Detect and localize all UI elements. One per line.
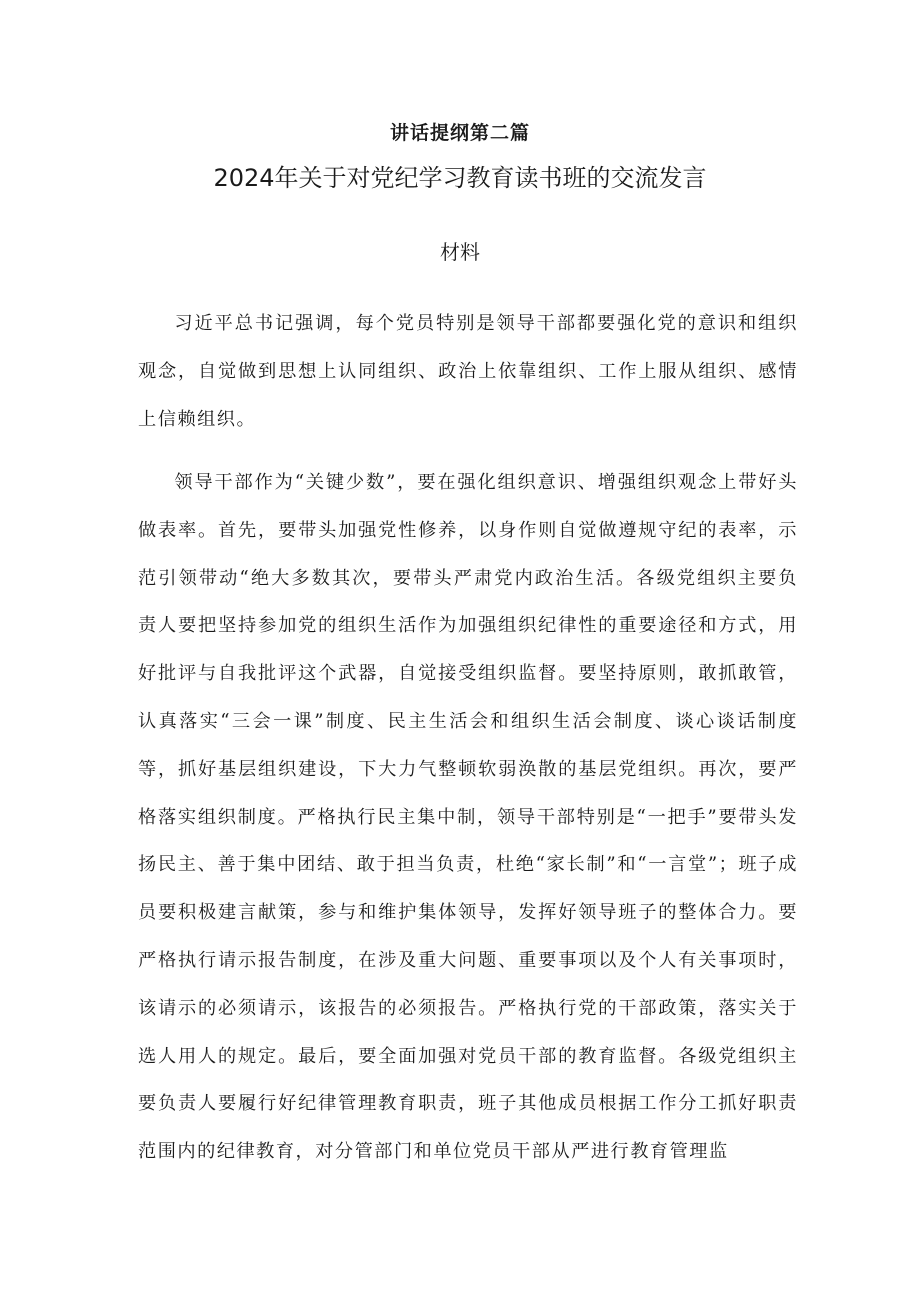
body-paragraph-1: 习近平总书记强调，每个党员特别是领导干部都要强化党的意识和组织观念，自觉做到思想上认同组织、政治上依靠组织、工作上服从组织、感情上信赖组织。 bbox=[138, 313, 798, 430]
document-title-continuation: 材料 bbox=[440, 240, 480, 264]
body-paragraph-2: 领导干部作为“关键少数”，要在强化组织意识、增强组织观念上带好头做表率。首先，要带头加强党性修养，以身作则自觉做遵规守纪的表率，示范引领带动“绝大多数其次，要带头严肃党内政治生活。各级党组织主要负责人要把坚持参加党的组织生活作为加强组织纪律性的重要途径和方式，用好批评与自我批评这个武器，自觉接受组织监督。要坚持原则，敢抓敢管，认真落实“三会一课”制度、民主生活会和组织生活会制度、谈心谈话制度等，抓好基层组织建设，下大力气整顿软弱涣散的基层党组织。再次，要严格落实组织制度。严格执行民主集中制，领导干部特别是“一把手”要带头发扬民主、善于集中团结、敢于担当负责，杜绝“家长制”和“一言堂”；班子成员要积极建言献策，参与和维护集体领导，发挥好领导班子的整体合力。要严格执行请示报告制度，在涉及重大问题、重要事项以及个人有关事项时，该请示的必须请示，该报告的必须报告。严格执行党的干部政策，落实关于选人用人的规定。最后，要全面加强对党员干部的教育监督。各级党组织主要负责人要履行好纪律管理教育职责，班子其他成员根据工作分工抓好职责范围内的纪律教育，对分管部门和单位党员干部从严进行教育管理监 bbox=[138, 472, 798, 1163]
document-title: 2024年关于对党纪学习教育读书班的交流发言 bbox=[213, 164, 707, 192]
document-kicker: 讲话提纲第二篇 bbox=[389, 122, 530, 144]
